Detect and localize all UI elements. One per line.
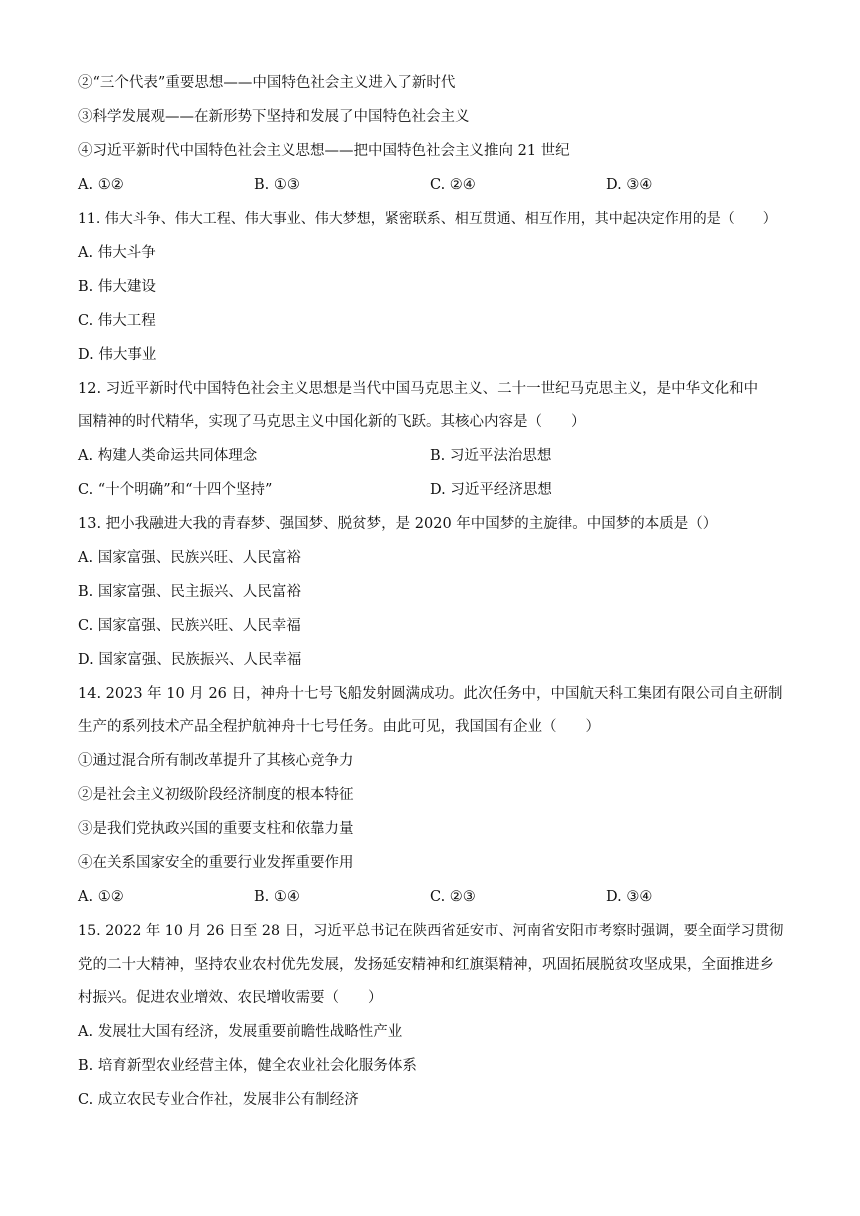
q10-options (78, 175, 788, 195)
q13-option-c[interactable]: C. 国家富强、民族兴旺、人民幸福 (78, 618, 301, 634)
q10-option-a[interactable]: A. ①② (78, 177, 124, 193)
q14-option-d[interactable]: D. ③④ (606, 889, 653, 905)
q11-option-a[interactable]: A. 伟大斗争 (78, 245, 156, 261)
q15-option-b[interactable]: B. 培育新型农业经营主体，健全农业社会化服务体系 (78, 1058, 417, 1074)
q11-option-b[interactable]: B. 伟大建设 (78, 279, 156, 295)
q10-statement-3: ③科学发展观——在新形势下坚持和发展了中国特色社会主义 (78, 109, 470, 125)
q12-options-row2 (78, 480, 788, 500)
q10-statement-4: ④习近平新时代中国特色社会主义思想——把中国特色社会主义推向 21 世纪 (78, 143, 570, 159)
q13-option-d[interactable]: D. 国家富强、民族振兴、人民幸福 (78, 652, 302, 668)
q12-option-a[interactable]: A. 构建人类命运共同体理念 (78, 448, 258, 464)
q14-option-b[interactable]: B. ①④ (254, 889, 300, 905)
q15-option-a[interactable]: A. 发展壮大国有经济，发展重要前瞻性战略性产业 (78, 1024, 403, 1040)
q14-statement-1: ①通过混合所有制改革提升了其核心竞争力 (78, 753, 354, 769)
q14-stem-line2: 生产的系列技术产品全程护航神舟十七号任务。由此可见，我国国有企业（ ） (78, 719, 600, 735)
q11-stem: 11. 伟大斗争、伟大工程、伟大事业、伟大梦想，紧密联系、相互贯通、相互作用，其中起决定作用的是（ ） (78, 211, 777, 227)
q15-stem-line1: 15. 2022 年 10 月 26 日至 28 日，习近平总书记在陕西省延安市、河南省安阳市考察时强调，要全面学习贯彻 (78, 923, 784, 939)
q10-option-d[interactable]: D. ③④ (606, 177, 653, 193)
q11-option-d[interactable]: D. 伟大事业 (78, 347, 157, 363)
q12-stem-line1: 12. 习近平新时代中国特色社会主义思想是当代中国马克思主义、二十一世纪马克思主义，是中华文化和中 (78, 381, 759, 397)
q14-stem-line1: 14. 2023 年 10 月 26 日，神舟十七号飞船发射圆满成功。此次任务中，中国航天科工集团有限公司自主研制 (78, 686, 783, 702)
q15-stem-line2: 党的二十大精神，坚持农业农村优先发展，发扬延安精神和红旗渠精神，巩固拓展脱贫攻坚成果，全面推进乡 (78, 957, 774, 973)
q10-option-b[interactable]: B. ①③ (254, 177, 300, 193)
q12-option-d[interactable]: D. 习近平经济思想 (430, 482, 552, 498)
q15-option-c[interactable]: C. 成立农民专业合作社，发展非公有制经济 (78, 1092, 359, 1108)
q13-option-b[interactable]: B. 国家富强、民主振兴、人民富裕 (78, 584, 301, 600)
q15-stem-line3: 村振兴。促进农业增效、农民增收需要（ ） (78, 990, 383, 1006)
q12-options-row1 (78, 446, 788, 466)
q11-option-c[interactable]: C. 伟大工程 (78, 313, 156, 329)
q10-option-c[interactable]: C. ②④ (430, 177, 476, 193)
q14-statement-4: ④在关系国家安全的重要行业发挥重要作用 (78, 855, 354, 871)
q13-option-a[interactable]: A. 国家富强、民族兴旺、人民富裕 (78, 550, 301, 566)
q14-options (78, 887, 788, 907)
q14-option-a[interactable]: A. ①② (78, 889, 124, 905)
q10-statement-2: ②“三个代表”重要思想——中国特色社会主义进入了新时代 (78, 75, 456, 91)
q12-stem-line2: 国精神的时代精华，实现了马克思主义中国化新的飞跃。其核心内容是（ ） (78, 414, 586, 430)
q12-option-b[interactable]: B. 习近平法治思想 (430, 448, 552, 464)
q14-option-c[interactable]: C. ②③ (430, 889, 476, 905)
q12-option-c[interactable]: C. “十个明确”和“十四个坚持” (78, 482, 273, 498)
q14-statement-3: ③是我们党执政兴国的重要支柱和依靠力量 (78, 821, 354, 837)
q14-statement-2: ②是社会主义初级阶段经济制度的根本特征 (78, 787, 354, 803)
q13-stem: 13. 把小我融进大我的青春梦、强国梦、脱贫梦，是 2020 年中国梦的主旋律。中国梦的本质是（） (78, 516, 718, 532)
